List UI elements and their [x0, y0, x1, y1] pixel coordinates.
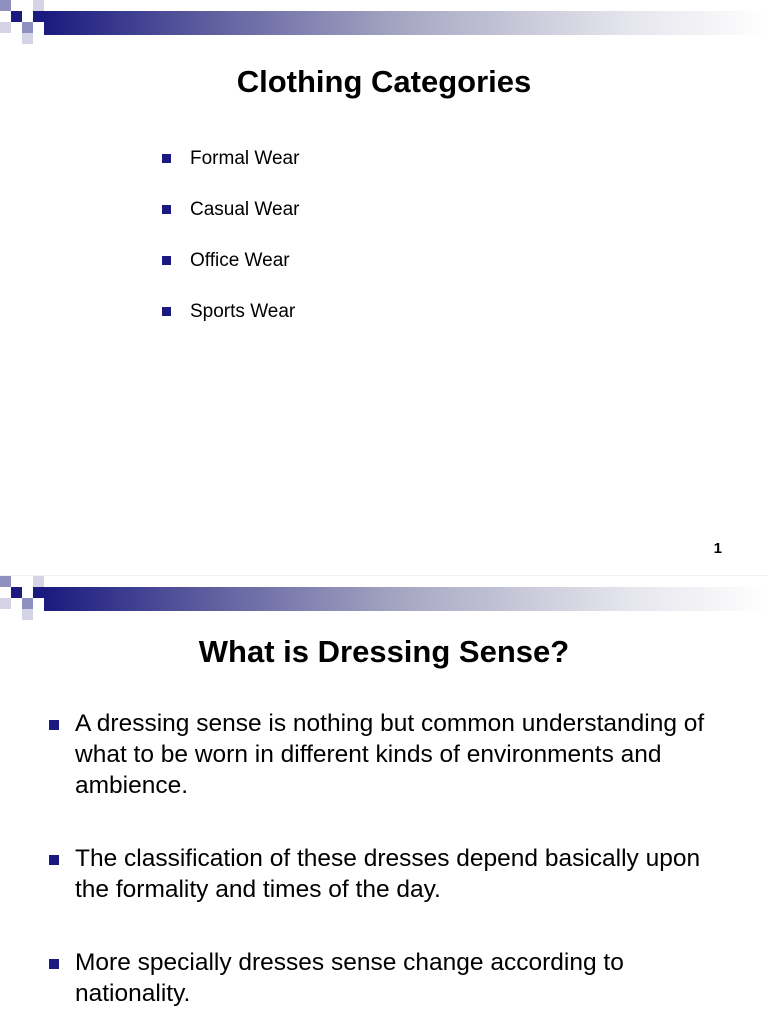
list-item-text: Sports Wear	[190, 301, 296, 322]
checker-square-icon	[33, 11, 44, 22]
list-item-text: More specially dresses sense change according to nationality.	[75, 949, 624, 1007]
checker-square-icon	[0, 576, 11, 587]
square-bullet-icon	[162, 307, 171, 316]
checker-square-icon	[11, 11, 22, 22]
list-item	[162, 146, 299, 171]
checker-square-icon	[0, 22, 11, 33]
square-bullet-icon	[162, 256, 171, 265]
header-gradient-bar	[44, 11, 768, 35]
checker-square-icon	[11, 587, 22, 598]
checker-square-icon	[0, 598, 11, 609]
checker-square-icon	[33, 576, 44, 587]
checker-square-icon	[22, 33, 33, 44]
list-item-text: Formal Wear	[190, 148, 300, 169]
slide-dressing-sense	[0, 576, 768, 1024]
square-bullet-icon	[49, 855, 59, 865]
list-item-text: Office Wear	[190, 250, 290, 271]
list-item	[162, 248, 299, 273]
square-bullet-icon	[162, 154, 171, 163]
checker-square-icon	[22, 598, 33, 609]
square-bullet-icon	[49, 720, 59, 730]
checker-square-icon	[33, 587, 44, 598]
header-gradient-bar	[44, 587, 768, 611]
list-item	[162, 299, 299, 324]
square-bullet-icon	[162, 205, 171, 214]
checker-square-icon	[22, 22, 33, 33]
checker-square-icon	[33, 0, 44, 11]
list-item-text: Casual Wear	[190, 199, 300, 220]
checker-square-icon	[0, 0, 11, 11]
list-item-text: A dressing sense is nothing but common understanding of what to be worn in different kinds of environments and ambience.	[75, 710, 705, 799]
list-item	[46, 947, 736, 1009]
slide-title: What is Dressing Sense?	[198, 634, 570, 669]
bullet-list	[162, 146, 299, 350]
list-item	[162, 197, 299, 222]
list-item	[46, 843, 736, 905]
square-bullet-icon	[49, 959, 59, 969]
page-number: 1	[713, 540, 722, 557]
checker-square-icon	[22, 609, 33, 620]
bullet-list	[46, 708, 736, 1024]
slide-title: Clothing Categories	[236, 64, 532, 99]
list-item	[46, 708, 736, 801]
list-item-text: The classification of these dresses depend basically upon the formality and times of the day.	[75, 845, 701, 903]
